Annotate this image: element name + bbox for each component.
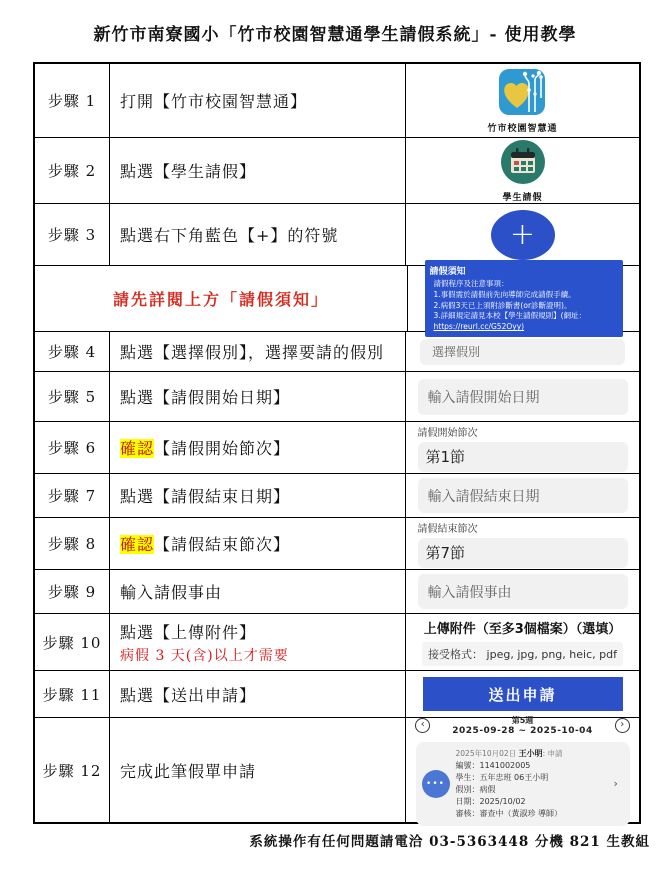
card-line-review: 審核：審查中（黃淑珍 導師） [455,808,563,818]
table-row [35,671,639,718]
step-instruction: 確認【請假結束節次】 [120,535,291,554]
support-contact-text: 系統操作有任何問題請電洽 03-5363448 分機 821 生教組 [249,834,650,850]
card-line-type: 假別：病假 [455,784,496,794]
notice-line: 請假程序及注意事項： [433,278,509,288]
table-row [35,64,639,138]
card-header: 2025年10月02日 王小明: 申請 [455,748,563,758]
start-date-input[interactable]: 輸入請假開始日期 [418,379,628,415]
upload-attachment-label[interactable]: 上傳附件（至多3個檔案）（選填） [423,622,622,637]
start-period-label: 請假開始節次 [417,427,478,439]
step-instruction: 打開【竹市校園智慧通】 [120,92,308,111]
step-label: 步驟 8 [35,518,110,569]
add-leave-plus-button[interactable]: + [491,210,555,260]
notice-rules-link[interactable]: https://reurl.cc/G52Oyy) [433,322,525,332]
step-label: 步驟 3 [35,204,110,265]
detail-chevron-icon[interactable]: › [613,777,618,790]
sick-leave-note: 病假 3 天(含)以上才需要 [120,647,289,664]
step-instruction: 點選【請假開始日期】 [120,388,291,407]
step-instruction: 點選【學生請假】 [120,162,257,181]
table-row [35,518,639,570]
step-label: 步驟 5 [35,372,110,421]
step-instruction: 輸入請假事由 [120,583,223,602]
leave-record-card[interactable] [416,742,630,826]
notice-box-title: 請假須知 [429,266,466,277]
app-icon-caption: 竹市校園智慧通 [487,123,558,134]
step-instruction: 點選【上傳附件】 [120,622,257,642]
confirm-highlight: 確認 [120,439,155,458]
step-instruction: 點選【送出申請】 [120,685,257,705]
step-label: 步驟 12 [35,718,110,822]
confirm-highlight: 確認 [120,535,155,554]
leave-notice-box [425,260,623,337]
steps-table [33,62,641,824]
notice-line: 1.事假需於請假前先向導師完成請假手續。 [433,289,576,299]
notice-line: 2.病假3天已上須附診斷書(or診斷證明)。 [433,300,572,310]
step-label: 步驟 10 [35,614,110,670]
step-label: 步驟 6 [35,422,110,473]
chevron-left-icon[interactable]: ‹ [415,718,430,733]
table-row [35,422,639,474]
step-label: 步驟 9 [35,570,110,613]
start-period-select[interactable]: 第1節 [418,442,628,472]
step-instruction: 點選【選擇假別】，選擇要請的假別 [120,343,385,362]
student-leave-calendar-icon[interactable] [500,139,546,189]
student-name: 王小明 [518,748,543,758]
table-row [35,614,639,671]
table-row [35,204,639,266]
accepted-formats-text: 接受格式： jpeg, jpg, png, heic, pdf [422,642,623,666]
submit-button[interactable]: 送出申請 [423,677,623,711]
table-row [35,372,639,422]
step-label: 步驟 11 [35,671,110,717]
notice-line: 3.詳細規定請見本校【學生請假規則】(網址： [433,311,587,321]
week-number: 第5週 [511,715,534,725]
step-label: 步驟 7 [35,474,110,517]
end-date-input[interactable]: 輸入請假結束日期 [418,478,628,513]
card-line-student: 學生：五年忠班 06王小明 [455,772,549,782]
step-label: 步驟 2 [35,138,110,203]
card-line-id: 編號：1141002005 [455,760,531,770]
table-row [35,715,639,822]
calendar-icon-caption: 學生請假 [502,192,543,203]
week-navigation [410,715,635,736]
step-label: 步驟 4 [35,332,110,371]
table-row [35,570,639,614]
table-row [35,474,639,518]
reason-input[interactable]: 輸入請假事由 [418,574,628,609]
end-period-label: 請假結束節次 [417,523,478,535]
notice-left-text: 請先詳閱上方「請假須知」 [112,290,329,309]
step-instruction: 點選右下角藍色【+】的符號 [120,226,339,245]
leave-type-select[interactable]: 選擇假別 [420,339,625,365]
page-title: 新竹市南寮國小「竹市校園智慧通學生請假系統」- 使用教學 [93,25,577,45]
smart-campus-app-icon[interactable] [498,68,546,120]
notice-row [35,266,639,332]
card-line-date: 日期：2025/10/02 [455,796,526,806]
step-instruction: 確認【請假開始節次】 [120,439,291,458]
step-label: 步驟 1 [35,64,110,137]
avatar: ••• [422,770,450,798]
chevron-right-icon[interactable]: › [615,718,630,733]
week-date-range: 2025-09-28 ~ 2025-10-04 [452,725,593,736]
table-row [35,138,639,204]
step-instruction: 完成此筆假單申請 [120,761,257,781]
end-period-select[interactable]: 第7節 [418,538,628,568]
table-row [35,332,639,372]
step-instruction: 點選【請假結束日期】 [120,487,291,506]
